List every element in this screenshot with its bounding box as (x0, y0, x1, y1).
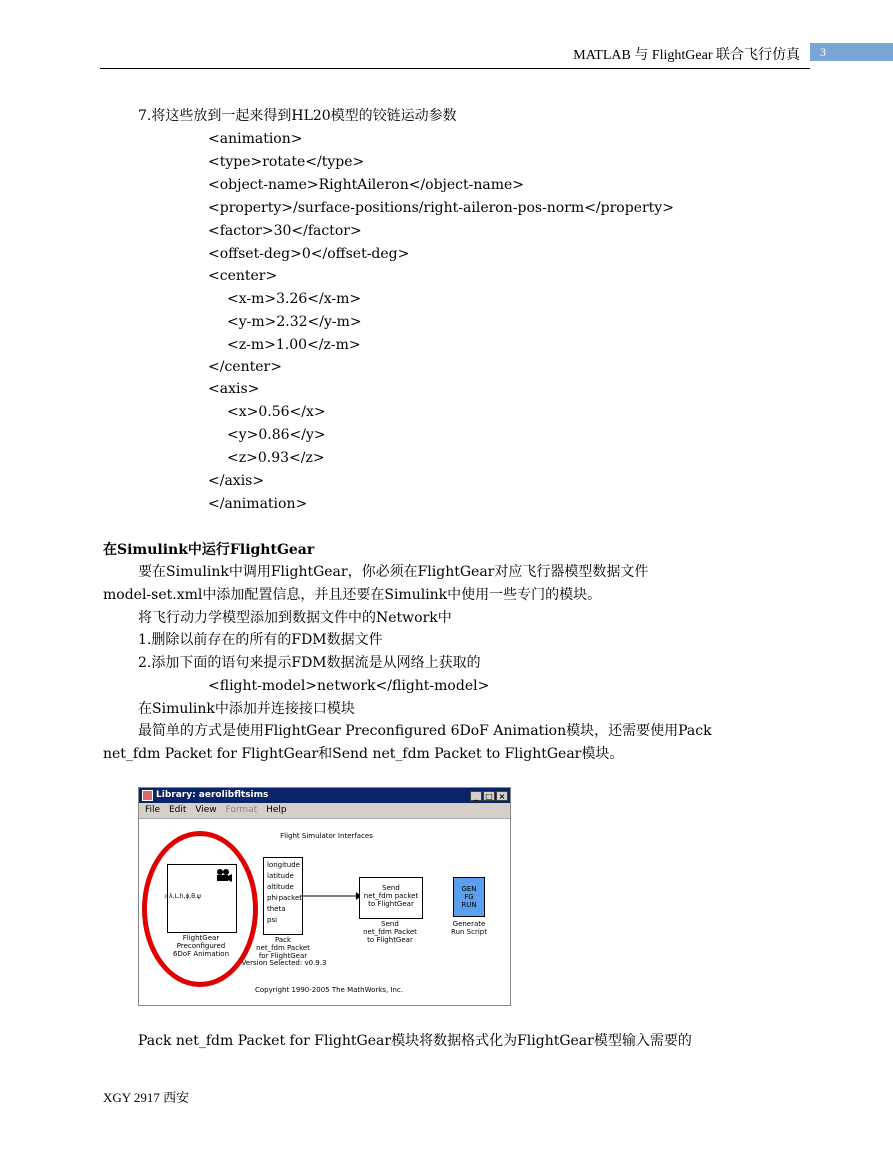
pack-version-label: Version Selected: v0.9.3 (241, 959, 327, 967)
paragraph-line: model-set.xml中添加配置信息，并且还要在Simulink中使用一些专门的模块。 (103, 587, 602, 603)
header-title: MATLAB 与 FlightGear 联合飞行仿真 (573, 48, 800, 63)
red-highlight-ellipse (142, 831, 258, 987)
paragraph-line: 要在Simulink中调用FlightGear，你必须在FlightGear对应飞行器模型数据文件 (138, 564, 649, 580)
menu-view: View (195, 805, 217, 815)
xml-line: <type>rotate</type> (208, 154, 365, 170)
gen-block-text: GEN (461, 885, 477, 893)
send-block-text: to FlightGear (368, 900, 414, 908)
library-window-title: Library: aerolibfltsims (156, 790, 269, 800)
menu-help: Help (266, 805, 287, 815)
xml-line: <center> (208, 268, 278, 284)
close-button: × (496, 791, 508, 801)
pack-port-label: longitude (267, 861, 300, 869)
library-window-screenshot (138, 787, 511, 1006)
xml-line: <property>/surface-positions/right-aileron-pos-norm</property> (208, 200, 674, 216)
paragraph-line: Pack net_fdm Packet for FlightGear模块将数据格式化为FlightGear模型输入需要的 (138, 1033, 692, 1049)
xml-line: <animation> (208, 131, 303, 147)
xml-line: <y>0.86</y> (227, 427, 326, 443)
xml-line: <z>0.93</z> (227, 450, 325, 466)
xml-line: <x>0.56</x> (227, 404, 326, 420)
paragraph-line: 将飞行动力学模型添加到数据文件中的Network中 (138, 610, 452, 626)
pack-port-label: latitude (267, 872, 294, 880)
library-menubar (139, 803, 510, 819)
pack-label-1: Pack (274, 936, 292, 944)
xml-line: <z-m>1.00</z-m> (227, 337, 361, 353)
pack-port-label: psi (267, 916, 278, 924)
anim-block-label-2: Preconfigured (176, 942, 226, 950)
xml-line: <y-m>2.32</y-m> (227, 314, 362, 330)
xml-line: <flight-model>network</flight-model> (208, 678, 490, 694)
page-number: 3 (810, 43, 893, 61)
menu-format: Format (225, 805, 258, 815)
paragraph-line: net_fdm Packet for FlightGear和Send net_fdm Packet to FlightGear模块。 (103, 746, 624, 762)
section-heading: 在Simulink中运行FlightGear (103, 542, 315, 558)
signal-arrow (301, 891, 361, 901)
pack-label-2: net_fdm Packet (256, 944, 310, 952)
paragraph-line: 1.删除以前存在的所有的FDM数据文件 (138, 632, 383, 648)
simulink-app-icon (142, 790, 153, 801)
gen-block-text: RUN (461, 901, 477, 909)
xml-line: <offset-deg>0</offset-deg> (208, 246, 410, 262)
xml-line: <factor>30</factor> (208, 223, 362, 239)
pack-output-label: packet (278, 894, 302, 902)
pack-block (263, 857, 303, 935)
copyright-text: Copyright 1990-2005 The MathWorks, Inc. (255, 986, 403, 994)
pack-port-label: altitude (267, 883, 294, 891)
xml-line: <axis> (208, 381, 260, 397)
gen-label: Generate (452, 920, 486, 928)
gen-label: Run Script (451, 928, 487, 936)
page-footer: XGY 2917 西安 (103, 1090, 190, 1105)
anim-block-label-3: 6DoF Animation (172, 950, 230, 958)
pack-port-label: phi (267, 894, 278, 902)
send-block (359, 877, 423, 919)
xml-line: </animation> (208, 496, 308, 512)
generate-run-script-block (453, 877, 485, 917)
paragraph-line: 在Simulink中添加并连接接口模块 (138, 701, 355, 717)
gen-block-text: FG (464, 893, 474, 901)
xml-line: <x-m>3.26</x-m> (227, 291, 362, 307)
canvas-title: Flight Simulator Interfaces (280, 832, 373, 840)
minimize-button: _ (470, 791, 482, 801)
paragraph-line: 2.添加下面的语句来提示FDM数据流是从网络上获取的 (138, 655, 481, 671)
maximize-button: □ (483, 791, 495, 801)
send-label: net_fdm Packet (363, 928, 417, 936)
send-block-text: net_fdm packet (363, 892, 419, 900)
paragraph-line: 最简单的方式是使用FlightGear Preconfigured 6DoF Animation模块，还需要使用Pack (138, 723, 712, 739)
xml-line: </axis> (208, 473, 265, 489)
pack-label-3: for FlightGear (258, 952, 308, 960)
anim-block-label-1: FlightGear (182, 934, 220, 942)
pack-port-label: theta (267, 905, 286, 913)
send-block-text: Send (382, 884, 400, 892)
xml-line: <object-name>RightAileron</object-name> (208, 177, 525, 193)
library-canvas (139, 819, 510, 1005)
step-7-text: 7.将这些放到一起来得到HL20模型的铰链运动参数 (138, 108, 457, 124)
send-label: Send (381, 920, 399, 928)
library-window-titlebar (139, 788, 510, 803)
send-label: to FlightGear (367, 936, 413, 944)
anim-block-input: >λ,L,h,ϕ,θ,ψ (164, 893, 201, 900)
menu-edit: Edit (168, 805, 187, 815)
xml-line: </center> (208, 359, 282, 375)
header-rule (100, 68, 810, 69)
menu-file: File (145, 805, 161, 815)
